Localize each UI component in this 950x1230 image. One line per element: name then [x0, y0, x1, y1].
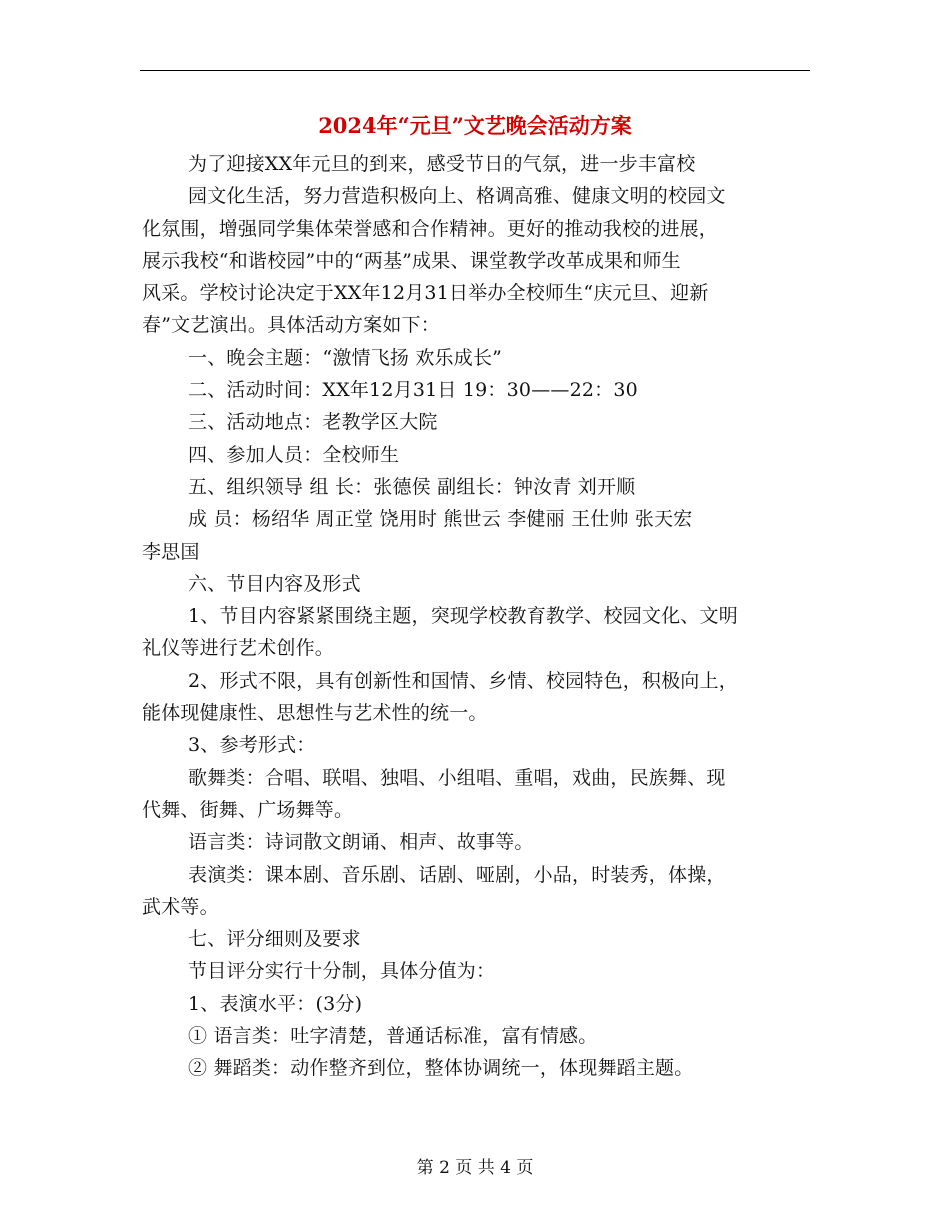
paragraph-line: 一、晚会主题：“激情飞扬 欢乐成长” [188, 346, 503, 369]
paragraph-line: 表演类：课本剧、音乐剧、话剧、哑剧，小品，时装秀，体操， [188, 863, 726, 886]
paragraph-line: 为了迎接XX年元旦的到来，感受节日的气氛，进一步丰富校 [188, 153, 696, 175]
header-rule [140, 70, 810, 71]
paragraph-line: 五、组织领导 组 长：张德侯 副组长：钟汝青 刘开顺 [188, 475, 636, 498]
paragraph-line: 春”文艺演出。具体活动方案如下： [142, 314, 440, 337]
document-body [142, 148, 810, 1085]
paragraph-line: 成 员：杨绍华 周正堂 饶用时 熊世云 李健丽 王仕帅 张天宏 [188, 508, 693, 531]
paragraph-line: 3、参考形式： [188, 734, 316, 757]
paragraph-line: 李思国 [142, 540, 200, 563]
paragraph-line: 1、表演水平：(3分) [188, 992, 363, 1015]
paragraph-line: 能体现健康性、思想性与艺术性的统一。 [142, 702, 488, 725]
paragraph-line: 2、形式不限，具有创新性和国情、乡情、校园特色，积极向上， [188, 669, 738, 692]
paragraph-line: 武术等。 [142, 895, 219, 918]
paragraph-line: 四、参加人员：全校师生 [188, 443, 400, 466]
paragraph-line: 语言类：诗词散文朗诵、相声、故事等。 [188, 831, 534, 854]
paragraph-line: ② 舞蹈类：动作整齐到位，整体协调统一，体现舞蹈主题。 [188, 1057, 694, 1080]
paragraph-line: 礼仪等进行艺术创作。 [142, 637, 335, 660]
paragraph-line: 化氛围，增强同学集体荣誉感和合作精神。更好的推动我校的进展， [142, 217, 719, 240]
paragraph-line: 三、活动地点：老教学区大院 [188, 411, 438, 434]
document-title: 2024年“元旦”文艺晚会活动方案 [318, 113, 632, 138]
paragraph-line: 七、评分细则及要求 [188, 928, 361, 951]
paragraph-line: 1、节目内容紧紧围绕主题，突现学校教育教学、校园文化、文明 [188, 605, 738, 628]
paragraph-line: ① 语言类：吐字清楚，普通话标准，富有情感。 [188, 1025, 598, 1048]
page-footer: 第 2 页 共 4 页 [416, 1158, 534, 1178]
paragraph-line: 歌舞类：合唱、联唱、独唱、小组唱、重唱，戏曲，民族舞、现 [188, 766, 726, 789]
paragraph-line: 二、活动时间：XX年12月31日 19：30——22：30 [188, 379, 638, 402]
paragraph-line: 节目评分实行十分制，具体分值为： [188, 960, 496, 983]
paragraph-line: 六、节目内容及形式 [188, 572, 361, 595]
paragraph-line: 代舞、街舞、广场舞等。 [142, 798, 354, 821]
paragraph-line: 风采。学校讨论决定于XX年12月31日举办全校师生“庆元旦、迎新 [142, 282, 709, 305]
paragraph-line: 园文化生活，努力营造积极向上、格调高雅、健康文明的校园文 [188, 185, 726, 208]
paragraph-line: 展示我校“和谐校园”中的“两基”成果、课堂教学改革成果和师生 [142, 249, 681, 272]
